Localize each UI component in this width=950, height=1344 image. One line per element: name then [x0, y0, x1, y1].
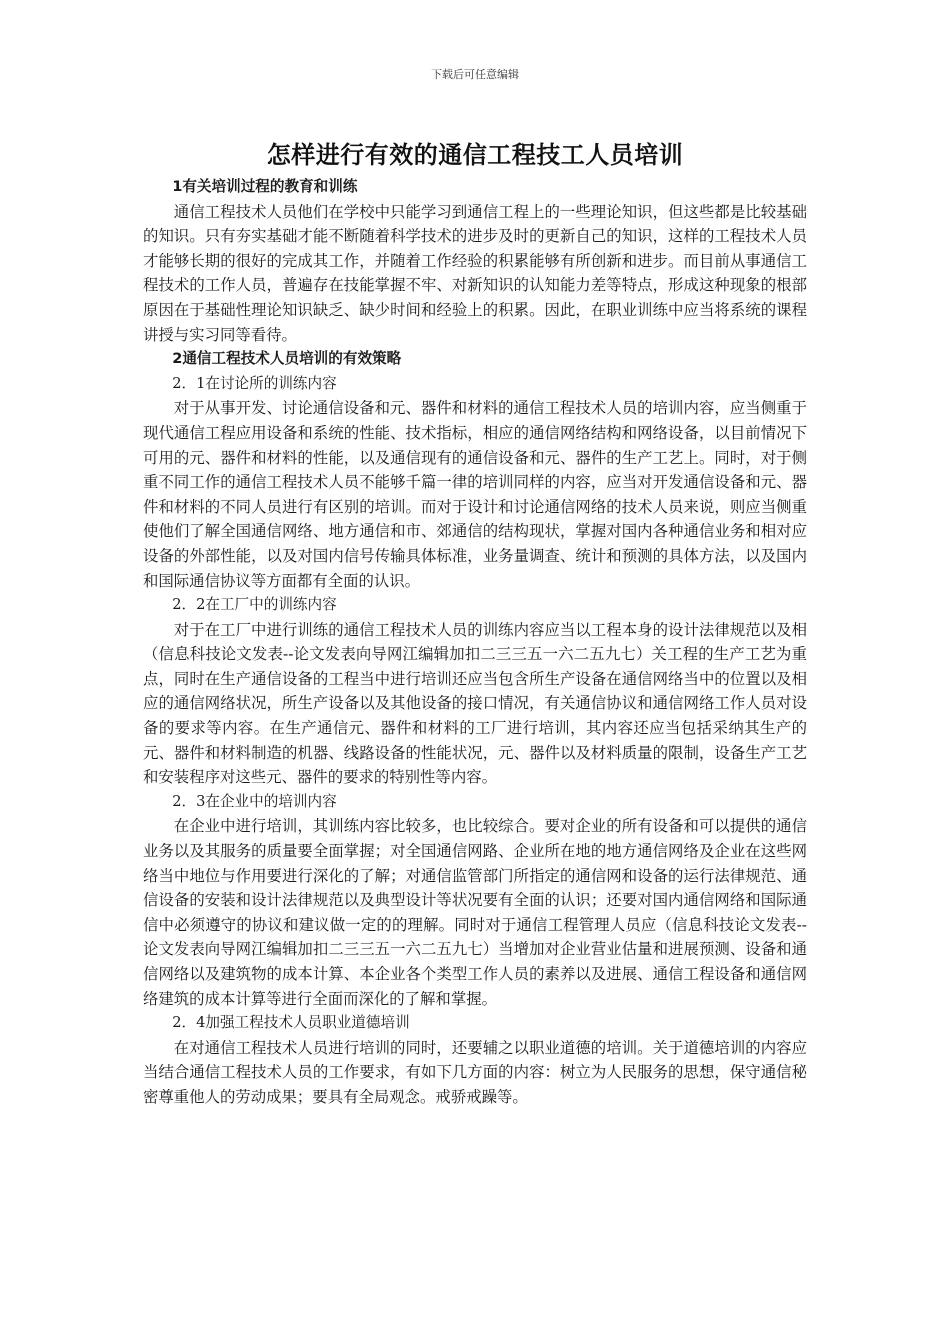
section-heading-1: 1有关培训过程的教育和训练 [172, 178, 358, 195]
document-title: 怎样进行有效的通信工程技工人员培训 [266, 141, 684, 169]
paragraph-2-1: 对于从事开发、讨论通信设备和元、器件和材料的通信工程技术人员的培训内容，应当侧重于现代通信工程应用设备和系统的性能、技术指标，相应的通信网络结构和网络设备，以目前情况下可用的元、器件和材料的性能，以及通信现有的通信设备和元、器件的生产工艺上。同时，对于侧重不同工作的通信工程技术人员不能够千篇一律的培训同样的内容，应当对开发通信设备和元、器件和材料的不同人员进行有区别的培训。而对于设计和讨论通信网络的技术人员来说，则应当侧重使他们了解全国通信网络、地方通信和市、郊通信的结构现状，掌握对国内各种通信业务和相对应设备的外部性能，以及对国内信号传输具体标准，业务量调查、统计和预测的具体方法，以及国内和国际通信协议等方面都有全面的认识。 [143, 399, 807, 590]
paragraph-2-2: 对于在工厂中进行训练的通信工程技术人员的训练内容应当以工程本身的设计法律规范以及相（信息科技论文发表--论文发表向导网江编辑加扣二三三五一六二五九七）关工程的生产工艺为重点，同时在生产通信设备的工程当中进行培训还应当包含所生产设备在通信网络当中的位置以及相应的通信网络状况，所生产设备以及其他设备的接口情况，有关通信协议和通信网络工作人员对设备的要求等内容。在生产通信元、器件和材料的工厂进行培训，其内容还应当包括采纳其生产的元、器件和材料制造的机器、线路设备的性能状况，元、器件以及材料质量的限制，设备生产工艺和安装程序对这些元、器件的要求的特别性等内容。 [143, 620, 807, 787]
subsection-heading-2-1: 2．1在讨论所的训练内容 [172, 374, 337, 392]
paragraph-1: 通信工程技术人员他们在学校中只能学习到通信工程上的一些理论知识，但这些都是比较基础的知识。只有夯实基础才能不断随着科学技术的进步及时的更新自己的知识，这样的工程技术人员才能够长期的很好的完成其工作，并随着工作经验的积累能够有所创新和进步。而目前从事通信工程技术的工作人员，普遍存在技能掌握不牢、对新知识的认知能力差等特点，形成这种现象的根部原因在于基础性理论知识缺乏、缺少时间和经验上的积累。因此，在职业训练中应当将系统的课程讲授与实习同等看待。 [143, 202, 807, 344]
section-heading-2: 2通信工程技术人员培训的有效策略 [172, 350, 402, 368]
subsection-heading-2-2: 2．2在工厂中的训练内容 [172, 596, 337, 614]
subsection-heading-2-3: 2．3在企业中的培训内容 [172, 792, 337, 810]
paragraph-2-4: 在对通信工程技术人员进行培训的同时，还要辅之以职业道德的培训。关于道德培训的内容应当结合通信工程技术人员的工作要求，有如下几方面的内容：树立为人民服务的思想，保守通信秘密尊重他人的劳动成果；要具有全局观念。戒骄戒躁等。 [143, 1038, 807, 1106]
subsection-heading-2-4: 2．4加强工程技术人员职业道德培训 [172, 1014, 410, 1032]
document-body [143, 175, 807, 1110]
paragraph-2-3: 在企业中进行培训，其训练内容比较多，也比较综合。要对企业的所有设备和可以提供的通信业务以及其服务的质量要全面掌握；对全国通信网路、企业所在地的地方通信网络及企业在这些网络当中地位与作用要进行深化的了解；对通信监管部门所指定的通信网和设备的运行法律规范、通信设备的安装和设计法律规范以及典型设计等状况要有全面的认识；还要对国内通信网络和国际通信中必须遵守的协议和建议做一定的的理解。同时对于通信工程管理人员应（信息科技论文发表--论文发表向导网江编辑加扣二三三五一六二五九七）当增加对企业营业估量和进展预测、设备和通信网络以及建筑物的成本计算、本企业各个类型工作人员的素养以及进展、通信工程设备和通信网络建筑的成本计算等进行全面而深化的了解和掌握。 [143, 817, 807, 1008]
page-header-note: 下载后可任意编辑 [431, 68, 519, 81]
